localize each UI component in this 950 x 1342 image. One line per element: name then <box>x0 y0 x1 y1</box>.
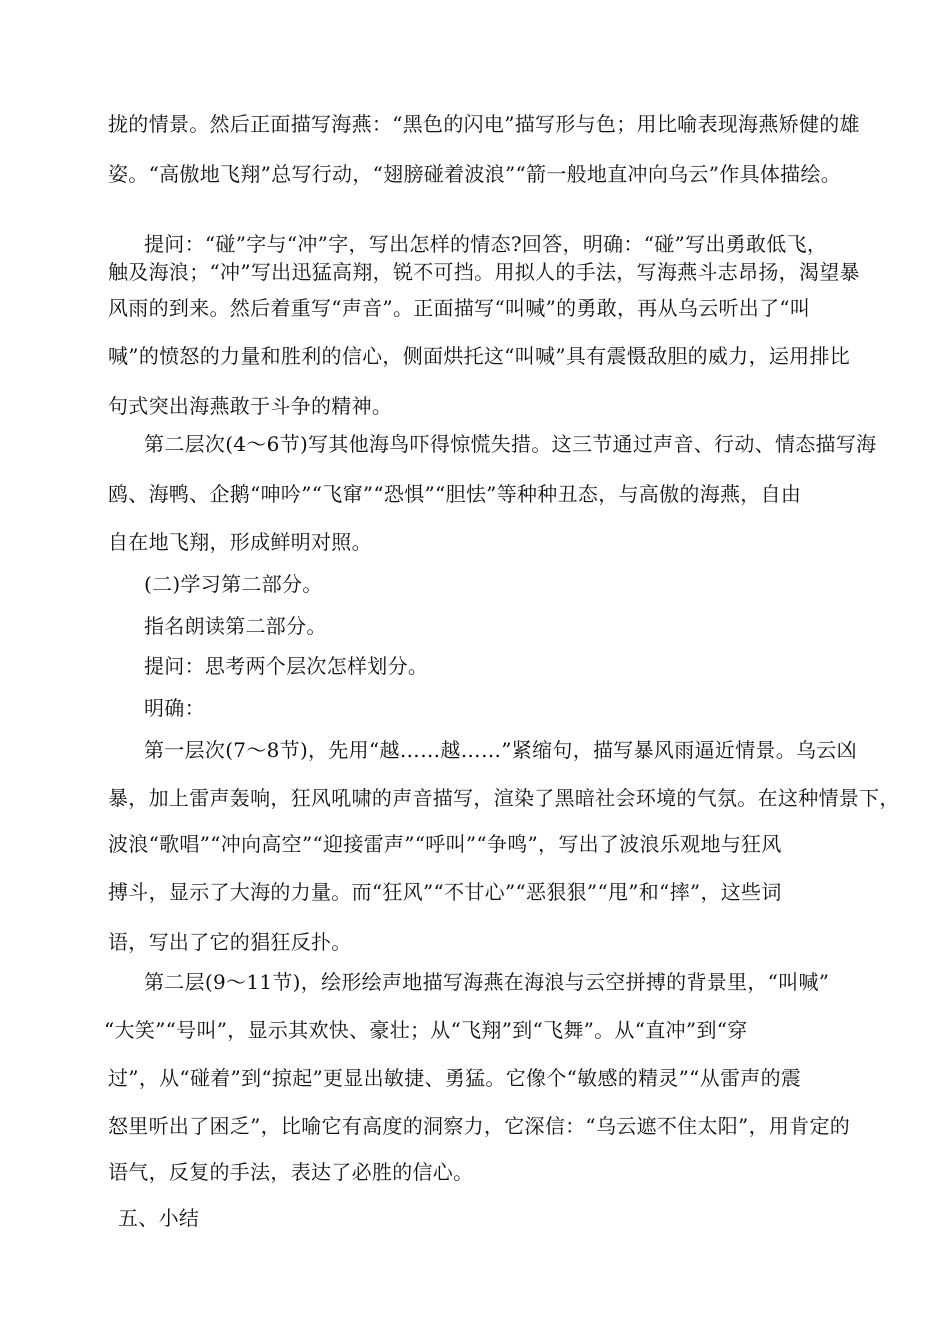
text-line: 指名朗读第二部分。 <box>144 614 327 638</box>
text-line: 触及海浪；“冲”写出迅猛高翔，锐不可挡。用拟人的手法，写海燕斗志昂扬，渴望暴 <box>108 260 860 284</box>
text-line: 姿。“高傲地飞翔”总写行动，“翅膀碰着波浪”“箭一般地直冲向乌云”作具体描绘。 <box>108 162 842 186</box>
text-line: 提问：思考两个层次怎样划分。 <box>144 654 429 678</box>
text-line: 鸥、海鸭、企鹅“呻吟”“飞窜”“恐惧”“胆怯”等种种丑态，与高傲的海燕，自由 <box>108 482 802 506</box>
text-line: 过”，从“碰着”到“掠起”更显出敏捷、勇猛。它像个“敏感的精灵”“从雷声的震 <box>108 1066 802 1090</box>
text-line: 第二层次(4～6节)写其他海鸟吓得惊慌失措。这三节通过声音、行动、情态描写海 <box>144 432 877 456</box>
text-line: 第一层次(7～8节)，先用“越……越……”紧缩句，描写暴风雨逼近情景。乌云凶 <box>144 738 857 762</box>
text-line: “大笑”“号叫”，显示其欢快、豪壮；从“飞翔”到“飞舞”。从“直冲”到“穿 <box>104 1018 748 1042</box>
text-line: 风雨的到来。然后着重写“声音”。正面描写“叫喊”的勇敢，再从乌云听出了“叫 <box>108 296 811 320</box>
text-line: 语，写出了它的猖狂反扑。 <box>108 930 352 954</box>
text-line: (二)学习第二部分。 <box>144 572 323 596</box>
text-line: 明确： <box>144 696 205 720</box>
text-line: 波浪“歌唱”“冲向高空”“迎接雷声”“呼叫”“争鸣”，写出了波浪乐观地与狂风 <box>108 832 782 856</box>
text-line: 自在地飞翔，形成鲜明对照。 <box>108 530 372 554</box>
text-line: 拢的情景。然后正面描写海燕：“黑色的闪电”描写形与色；用比喻表现海燕矫健的雄 <box>108 112 860 136</box>
text-line: 暴，加上雷声轰响，狂风吼啸的声音描写，渲染了黑暗社会环境的气氛。在这种情景下， <box>108 786 900 810</box>
section-heading: 五、小结 <box>118 1206 200 1230</box>
text-line: 怒里听出了困乏”，比喻它有高度的洞察力，它深信：“乌云遮不住太阳”，用肯定的 <box>108 1114 851 1138</box>
text-line: 提问：“碰”字与“冲”字，写出怎样的情态?回答，明确：“碰”写出勇敢低飞， <box>144 232 828 256</box>
text-line: 语气，反复的手法，表达了必胜的信心。 <box>108 1160 474 1184</box>
text-line: 喊”的愤怒的力量和胜利的信心，侧面烘托这“叫喊”具有震慑敌胆的威力，运用排比 <box>108 344 851 368</box>
text-line: 第二层(9～11节)，绘形绘声地描写海燕在海浪与云空拼搏的背景里，“叫喊” <box>144 970 830 994</box>
text-line: 句式突出海燕敢于斗争的精神。 <box>108 394 393 418</box>
text-line: 搏斗，显示了大海的力量。而“狂风”“不甘心”“恶狠狠”“甩”和“摔”，这些词 <box>108 880 782 904</box>
